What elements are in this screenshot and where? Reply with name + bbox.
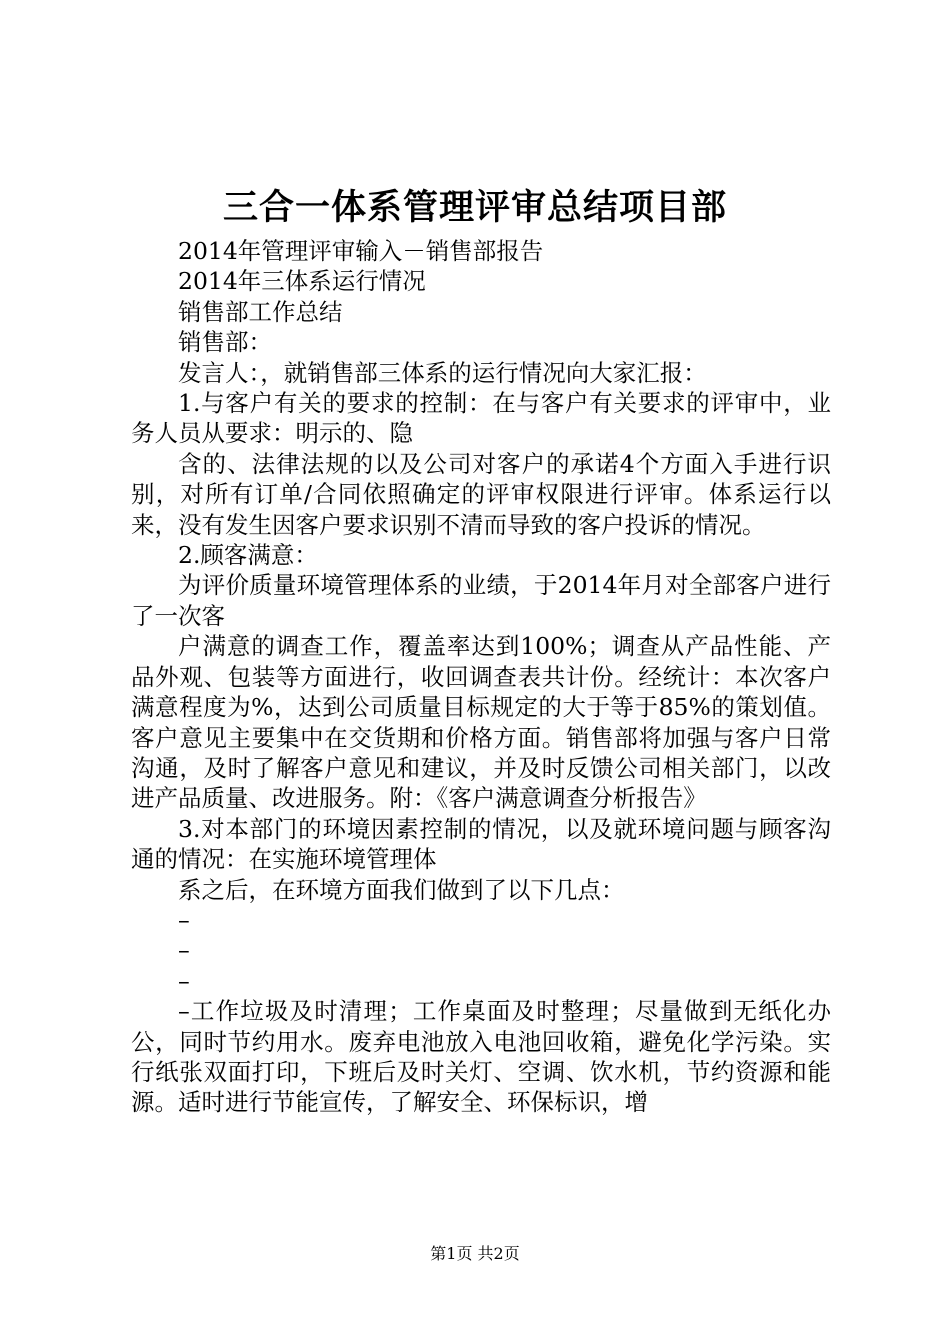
paragraph-item-3-intro: 系之后，在环境方面我们做到了以下几点：	[178, 875, 625, 904]
paragraph-speaker: 发言人：，就销售部三体系的运行情况向大家汇报：	[178, 358, 707, 387]
paragraph-item-3: 3.对本部门的环境因素控制的情况，以及就环境问题与顾客沟通的情况：在实施环境管理体	[131, 814, 831, 874]
paragraph-item-1: 1.与客户有关的要求的控制：在与客户有关要求的评审中，业务人员从要求：明示的、隐	[131, 389, 831, 448]
paragraph-work-summary: 销售部工作总结	[178, 297, 343, 326]
list-dash-3: –	[178, 966, 190, 995]
list-dash-2: –	[178, 936, 190, 965]
document-body	[131, 236, 831, 1118]
paragraph-item-2-survey: 户满意的调查工作，覆盖率达到100%；调查从产品性能、产品外观、包装等方面进行，收回调查表共计份。经统计：本次客户满意程度为%，达到公司质量目标规定的大于等于85%的策划值。客户意见主要集中在交货期和价格方面。销售部将加强与客户日常沟通，及时了解客户意见和建议，并及时反馈公司相关部门，以改进产品质量、改进服务。附：《客户满意调查分析报告》	[131, 632, 831, 813]
paragraph-environment-measures: –工作垃圾及时清理；工作桌面及时整理；尽量做到无纸化办公，同时节约用水。废弃电池放入电池回收箱，避免化学污染。实行纸张双面打印，下班后及时关灯、空调、饮水机，节约资源和能源。适时进行节能宣传，了解安全、环保标识，增	[131, 997, 831, 1117]
page-footer: 第1页 共2页	[430, 1244, 520, 1263]
paragraph-item-1-continued: 含的、法律法规的以及公司对客户的承诺4个方面入手进行识别，对所有订单/合同依照确定的评审权限进行评审。体系运行以来，没有发生因客户要求识别不清而导致的客户投诉的情况。	[131, 449, 831, 539]
paragraph-item-2-intro: 为评价质量环境管理体系的业绩，于2014年月对全部客户进行了一次客	[131, 571, 831, 630]
paragraph-department: 销售部：	[178, 328, 272, 357]
list-dash-1: –	[178, 905, 190, 934]
paragraph-report-title: 2014年管理评审输入－销售部报告	[178, 237, 544, 265]
document-title: 三合一体系管理评审总结项目部	[222, 187, 727, 228]
paragraph-system-status: 2014年三体系运行情况	[178, 267, 426, 296]
paragraph-item-2: 2.顾客满意：	[178, 541, 318, 570]
